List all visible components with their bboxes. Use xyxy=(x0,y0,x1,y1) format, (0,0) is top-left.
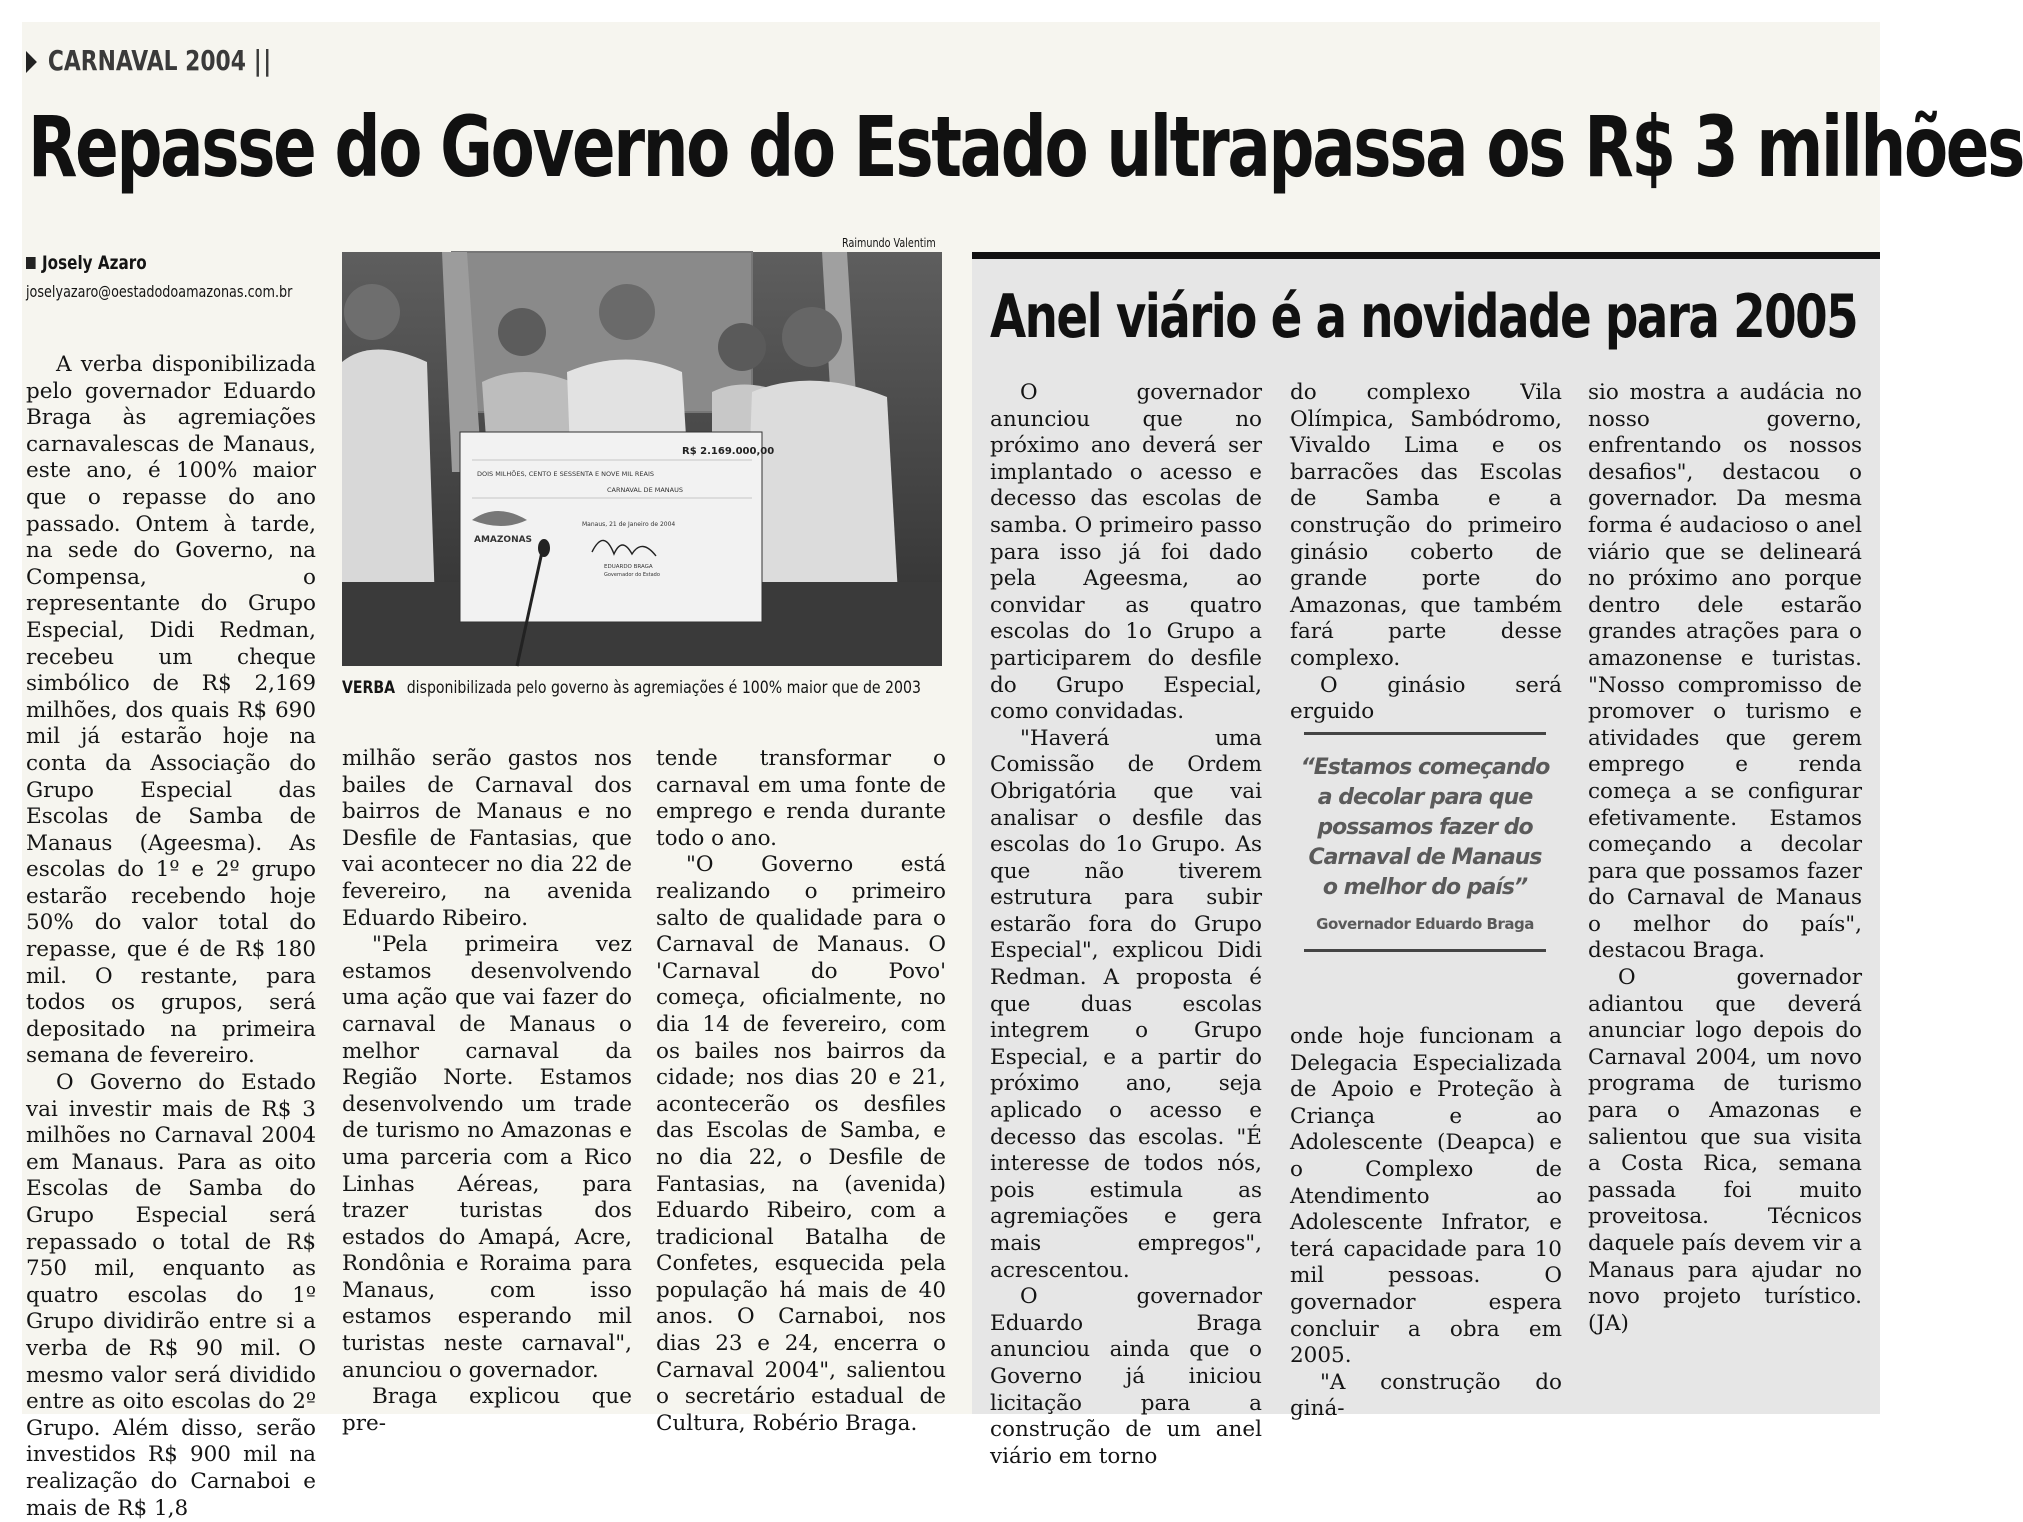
paragraph: "Haverá uma Comissão de Ordem Obrigatória que vai analisar o desfile das escolas do 1o Grupo. As que não tiverem estrutura para subir estarão fora do Grupo Especial", explicou Didi Redman. A proposta é que duas escolas integrem o Grupo Especial, e a partir do próximo ano, seja aplicado o acesso e decesso das escolas. "É interesse de todos nós, pois estimula as agremiações e gera mais empregos", acrescentou. xyxy=(990,725,1262,1283)
paragraph: milhão serão gastos nos bailes de Carnaval dos bairros de Manaus e no Desfile de Fantasias, que vai acontecer no dia 22 de fevereiro, na avenida Eduardo Ribeiro. xyxy=(342,746,632,931)
pull-quote-author: Governador Eduardo Braga xyxy=(1316,915,1534,933)
check-words: DOIS MILHÕES, CENTO E SESSENTA E NOVE MIL REAIS xyxy=(477,470,654,478)
byline xyxy=(26,252,147,274)
pull-quote-text: “Estamos começando a decolar para que possamos fazer do Carnaval de Manaus o melhor do país” xyxy=(1300,755,1550,900)
paragraph: O governador anunciou que no próximo ano deverá ser implantado o acesso e decesso das escolas de samba. O primeiro passo para isso já foi dado pela Ageesma, ao convidar as quatro escolas do 1o Grupo a participarem do desfile do Grupo Especial, como convidadas. xyxy=(990,380,1262,725)
check-signer-title: Governador do Estado xyxy=(604,572,660,578)
paragraph: "A construção do giná- xyxy=(1290,1369,1562,1422)
news-photo xyxy=(342,252,942,666)
author-email: joselyazaro@oestadodoamazonas.com.br xyxy=(26,282,293,301)
byline-square-icon xyxy=(26,257,36,269)
sidebar-top-rule xyxy=(972,252,1880,259)
caption-lead: VERBA xyxy=(342,678,396,698)
photo-credit: Raimundo Valentim xyxy=(842,236,936,250)
paragraph: O ginásio será erguido xyxy=(1290,672,1562,725)
paragraph: "O Governo está realizando o primeiro salto de qualidade para o Carnaval de Manaus. O 'Carnaval do Povo' começa, oficialmente, no dia 14 de fevereiro, com os bailes nos bairros da cidade; nos dias 20 e 21, acontecerão os desfiles das Escolas de Samba, e no dia 22, o Desfile de Fantasias, na (avenida) Eduardo Ribeiro, com a tradicional Batalha de Confetes, esquecida pela população há mais de 40 anos. O Carnaboi, nos dias 23 e 24, encerra o Carnaval 2004", salientou o secretário estadual de Cultura, Robério Braga. xyxy=(656,852,946,1436)
check-amount: R$ 2.169.000,00 xyxy=(682,446,775,457)
check-logo: AMAZONAS xyxy=(474,535,533,545)
main-article-col-3 xyxy=(656,746,946,1436)
main-article-col-1 xyxy=(26,352,316,1521)
headline: Repasse do Governo do Estado ultrapassa os R$ 3 milhões xyxy=(28,98,2023,196)
sidebar-col-3 xyxy=(1588,380,1862,1410)
caption-text: disponibilizada pelo governo às agremiações é 100% maior que de 2003 xyxy=(406,678,921,698)
paragraph: do complexo Vila Olímpica, Sambódromo, Vivaldo Lima e os barracões das Escolas de Samba e a construção do primeiro ginásio coberto de grande porte do Amazonas, que também fará parte desse complexo. xyxy=(1290,380,1562,671)
paragraph: onde hoje funcionam a Delegacia Especializada de Apoio e Proteção à Criança e ao Adolescente (Deapca) e o Complexo de Atendimento ao Adolescente Infrator, e terá capacidade para 10 mil pessoas. O governador espera concluir a obra em 2005. xyxy=(1290,1024,1562,1369)
check-payee: CARNAVAL DE MANAUS xyxy=(607,486,683,494)
photo-caption xyxy=(342,678,921,698)
quote-rule-bottom xyxy=(1304,949,1546,952)
paragraph: tende transformar o carnaval em uma fonte de emprego e renda durante todo o ano. xyxy=(656,746,946,851)
section-triangle-icon xyxy=(26,51,37,73)
paragraph: Braga explicou que pre- xyxy=(342,1384,632,1436)
paragraph: O Governo do Estado vai investir mais de R$ 3 milhões no Carnaval 2004 em Manaus. Para as oito Escolas de Samba do Grupo Especial será repassado o total de R$ 750 mil, enquanto as quatro escolas do 1º Grupo dividirão entre si a verba de R$ 90 mil. O mesmo valor será dividido entre as oito escolas do 2º Grupo. Além disso, serão investidos R$ 900 mil na realização do Carnaboi e mais de R$ 1,8 xyxy=(26,1070,316,1521)
sidebar-col-2-bottom xyxy=(1290,1024,1562,1422)
main-article-col-2 xyxy=(342,746,632,1436)
sidebar-headline: Anel viário é a novidade para 2005 xyxy=(990,282,1858,352)
section-label: CARNAVAL 2004 || xyxy=(26,44,273,77)
paragraph: O governador Eduardo Braga anunciou ainda que o Governo já iniciou licitação para a construção de um anel viário em torno xyxy=(990,1284,1262,1469)
pull-quote xyxy=(1300,732,1550,972)
paragraph: A verba disponibilizada pelo governador Eduardo Braga às agremiações carnavalescas de Manaus, este ano, é 100% maior que o repasse do ano passado. Ontem à tarde, na sede do Governo, na Compensa, o representante do Grupo Especial, Didi Redman, recebeu um cheque simbólico de R$ 2,169 milhões, dos quais R$ 690 mil já estarão hoje na conta da Associação do Grupo Especial das Escolas de Samba de Manaus (Ageesma). As escolas do 1º e 2º grupo estarão recebendo hoje 50% do valor total do repasse, que é de R$ 180 mil. O restante, para todos os grupos, será depositado na primeira semana de fevereiro. xyxy=(26,352,316,1069)
check-date: Manaus, 21 de Janeiro de 2004 xyxy=(582,521,676,528)
sidebar-col-2-top xyxy=(1290,380,1562,725)
photo-illustration xyxy=(342,252,942,666)
author-name: Josely Azaro xyxy=(42,252,147,274)
paragraph: O governador adiantou que deverá anunciar logo depois do Carnaval 2004, um novo programa de turismo para o Amazonas e salientou que sua visita a Costa Rica, semana passada foi muito proveitosa. Técnicos daquele país devem vir a Manaus para ajudar no novo projeto turístico. (JA) xyxy=(1588,965,1862,1336)
paragraph: sio mostra a audácia no nosso governo, enfrentando os nossos desafios", destacou o governador. Da mesma forma é audacioso o anel viário que se delineará no próximo ano porque dentro dele estarão grandes atrações para o amazonense e turistas. "Nosso compromisso de promover o turismo e atividades que gerem emprego e renda começa a se configurar efetivamente. Estamos começando a decolar para que possamos fazer do Carnaval de Manaus o melhor do país", destacou Braga. xyxy=(1588,380,1862,964)
quote-rule-top xyxy=(1304,732,1546,735)
check-signer: EDUARDO BRAGA xyxy=(604,564,653,570)
sidebar-col-1 xyxy=(990,380,1262,1469)
paragraph: "Pela primeira vez estamos desenvolvendo uma ação que vai fazer do carnaval de Manaus o melhor carnaval da Região Norte. Estamos desenvolvendo um trade de turismo no Amazonas e uma parceria com a Rico Linhas Aéreas, para trazer turistas dos estados do Amapá, Acre, Rondônia e Roraima para Manaus, com isso estamos esperando mil turistas neste carnaval", anunciou o governador. xyxy=(342,932,632,1383)
